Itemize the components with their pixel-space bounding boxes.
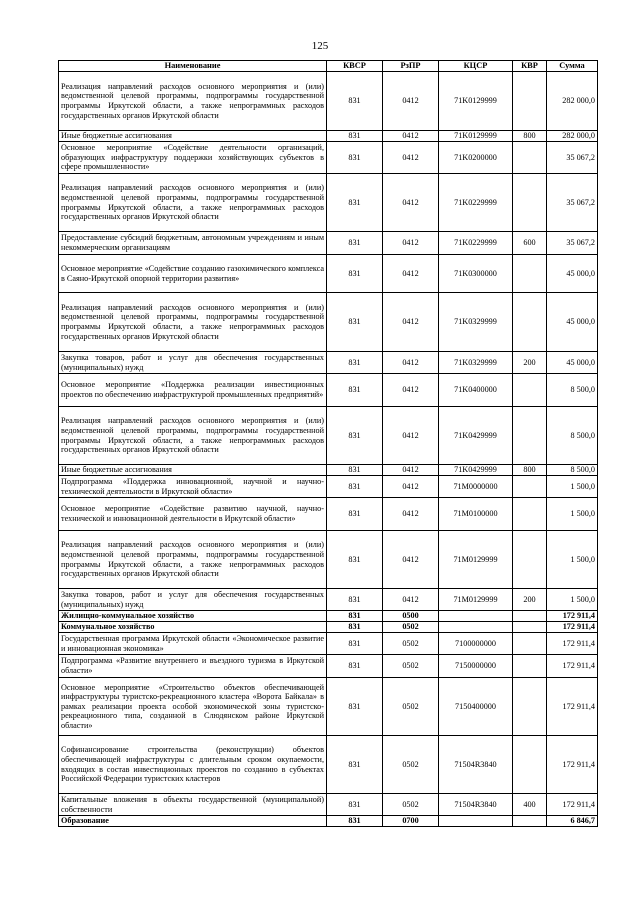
cell-sum: 35 067,2 (547, 174, 598, 232)
cell-name: Коммунальное хозяйство (59, 622, 327, 633)
table-row (59, 352, 598, 374)
cell-sum: 1 500,0 (547, 589, 598, 611)
cell-rzpr: 0412 (383, 232, 439, 255)
cell-sum: 45 000,0 (547, 352, 598, 374)
cell-kvsr: 831 (327, 407, 383, 465)
cell-rzpr: 0412 (383, 531, 439, 589)
cell-rzpr: 0412 (383, 498, 439, 531)
cell-kcsr: 71K0200000 (439, 142, 513, 174)
cell-name: Иные бюджетные ассигнования (59, 465, 327, 476)
table-body (59, 72, 598, 827)
cell-sum: 172 911,4 (547, 655, 598, 678)
cell-name: Основное мероприятие «Содействие деятельности организаций, образующих инфраструктуру поддержки хозяйствующих субъектов в сфере промышленности» (59, 142, 327, 174)
cell-rzpr: 0502 (383, 633, 439, 655)
cell-kcsr: 7150000000 (439, 655, 513, 678)
cell-name: Реализация направлений расходов основного мероприятия и (или) ведомственной целевой программы, подпрограммы государственной программы Иркутской области, а также непрограммных расходов государственных органов Иркутской области (59, 531, 327, 589)
cell-name: Основное мероприятие «Содействие развитию научной, научно-технической и инновационной деятельности в Иркутской области» (59, 498, 327, 531)
cell-kvsr: 831 (327, 498, 383, 531)
cell-name: Подпрограмма «Развитие внутреннего и въездного туризма в Иркутской области» (59, 655, 327, 678)
cell-sum: 35 067,2 (547, 142, 598, 174)
cell-kcsr: 71K0129999 (439, 72, 513, 131)
cell-rzpr: 0412 (383, 352, 439, 374)
column-header-rzpr: РзПР (383, 61, 439, 72)
cell-kvr: 800 (513, 465, 547, 476)
cell-rzpr: 0412 (383, 589, 439, 611)
cell-rzpr: 0412 (383, 374, 439, 407)
cell-name: Реализация направлений расходов основного мероприятия и (или) ведомственной целевой программы, подпрограммы государственной программы Иркутской области, а также непрограммных расходов государственных органов Иркутской области (59, 72, 327, 131)
cell-kvr (513, 611, 547, 622)
cell-kvr: 800 (513, 131, 547, 142)
cell-name: Основное мероприятие «Поддержка реализации инвестиционных проектов по обеспечению инфраструктурой промышленных предприятий» (59, 374, 327, 407)
cell-kcsr: 71M0129999 (439, 531, 513, 589)
cell-rzpr: 0412 (383, 72, 439, 131)
table-row (59, 142, 598, 174)
cell-kvsr: 831 (327, 736, 383, 794)
cell-kvsr: 831 (327, 589, 383, 611)
budget-table (58, 60, 598, 827)
cell-sum: 1 500,0 (547, 476, 598, 498)
cell-kvsr: 831 (327, 293, 383, 352)
cell-rzpr: 0502 (383, 622, 439, 633)
cell-name: Капитальные вложения в объекты государственной (муниципальной) собственности (59, 794, 327, 816)
cell-kcsr: 7100000000 (439, 633, 513, 655)
table-row (59, 293, 598, 352)
cell-kcsr: 71504R3840 (439, 736, 513, 794)
cell-sum: 45 000,0 (547, 255, 598, 293)
cell-kvr (513, 72, 547, 131)
cell-name: Реализация направлений расходов основного мероприятия и (или) ведомственной целевой программы, подпрограммы государственной программы Иркутской области, а также непрограммных расходов государственных органов Иркутской области (59, 293, 327, 352)
table-row (59, 611, 598, 622)
cell-kvr: 400 (513, 794, 547, 816)
cell-kvsr: 831 (327, 352, 383, 374)
cell-kcsr: 71K0429999 (439, 407, 513, 465)
cell-kvsr: 831 (327, 255, 383, 293)
cell-sum: 172 911,4 (547, 736, 598, 794)
cell-kvr (513, 142, 547, 174)
cell-rzpr: 0412 (383, 465, 439, 476)
cell-kcsr: 7150400000 (439, 678, 513, 736)
table-header-row (59, 61, 598, 72)
cell-kcsr (439, 622, 513, 633)
table-row (59, 374, 598, 407)
cell-name: Подпрограмма «Поддержка инновационной, научной и научно-технической деятельности в Иркутской области» (59, 476, 327, 498)
table-row (59, 589, 598, 611)
cell-sum: 1 500,0 (547, 498, 598, 531)
cell-kvsr: 831 (327, 531, 383, 589)
cell-kvr (513, 476, 547, 498)
cell-sum: 172 911,4 (547, 611, 598, 622)
cell-rzpr: 0502 (383, 655, 439, 678)
cell-name: Реализация направлений расходов основного мероприятия и (или) ведомственной целевой программы, подпрограммы государственной программы Иркутской области, а также непрограммных расходов государственных органов Иркутской области (59, 407, 327, 465)
cell-kvr (513, 174, 547, 232)
cell-rzpr: 0502 (383, 678, 439, 736)
cell-rzpr: 0502 (383, 794, 439, 816)
cell-sum: 35 067,2 (547, 232, 598, 255)
table-row (59, 531, 598, 589)
table-row (59, 255, 598, 293)
cell-sum: 1 500,0 (547, 531, 598, 589)
cell-rzpr: 0502 (383, 736, 439, 794)
cell-kcsr: 71K0400000 (439, 374, 513, 407)
cell-kcsr: 71K0329999 (439, 293, 513, 352)
cell-name: Государственная программа Иркутской области «Экономическое развитие и инновационная экономика» (59, 633, 327, 655)
cell-kvsr: 831 (327, 611, 383, 622)
cell-kcsr: 71K0229999 (439, 174, 513, 232)
cell-sum: 282 000,0 (547, 131, 598, 142)
cell-sum: 8 500,0 (547, 407, 598, 465)
cell-sum: 6 846,7 (547, 816, 598, 827)
cell-kvr (513, 255, 547, 293)
column-header-name: Наименование (59, 61, 327, 72)
cell-name: Жилищно-коммунальное хозяйство (59, 611, 327, 622)
cell-sum: 172 911,4 (547, 678, 598, 736)
cell-kvsr: 831 (327, 633, 383, 655)
table-row (59, 736, 598, 794)
cell-name: Предоставление субсидий бюджетным, автономным учреждениям и иным некоммерческим организациям (59, 232, 327, 255)
table-row (59, 622, 598, 633)
cell-kcsr: 71K0300000 (439, 255, 513, 293)
table-row (59, 816, 598, 827)
cell-kcsr: 71M0100000 (439, 498, 513, 531)
cell-kvsr: 831 (327, 476, 383, 498)
cell-name: Закупка товаров, работ и услуг для обеспечения государственных (муниципальных) нужд (59, 589, 327, 611)
cell-sum: 172 911,4 (547, 622, 598, 633)
cell-kvr (513, 531, 547, 589)
table-row (59, 498, 598, 531)
cell-kvr (513, 736, 547, 794)
cell-kvsr: 831 (327, 374, 383, 407)
cell-kvsr: 831 (327, 655, 383, 678)
cell-kvsr: 831 (327, 174, 383, 232)
cell-kvsr: 831 (327, 232, 383, 255)
cell-kcsr: 71M0129999 (439, 589, 513, 611)
cell-kvsr: 831 (327, 678, 383, 736)
table-row (59, 407, 598, 465)
table-row (59, 655, 598, 678)
cell-name: Основное мероприятие «Строительство объектов обеспечивающей инфраструктуры туристско-рекреационного кластера «Ворота Байкала» в рамках реализации проекта особой экономической зоны туристско-рекреационного типа, созданной в Слюдянском районе Иркутской области» (59, 678, 327, 736)
cell-name: Иные бюджетные ассигнования (59, 131, 327, 142)
cell-name: Закупка товаров, работ и услуг для обеспечения государственных (муниципальных) нужд (59, 352, 327, 374)
cell-kvr (513, 407, 547, 465)
cell-rzpr: 0500 (383, 611, 439, 622)
cell-rzpr: 0412 (383, 255, 439, 293)
cell-rzpr: 0412 (383, 293, 439, 352)
cell-name: Софинансирование строительства (реконструкции) объектов обеспечивающей инфраструктуры с длительным сроком окупаемости, входящих в состав инвестиционных проектов по созданию в субъектах Российской Федерации туристских кластеров (59, 736, 327, 794)
cell-kvr (513, 498, 547, 531)
cell-kvsr: 831 (327, 465, 383, 476)
column-header-sum: Сумма (547, 61, 598, 72)
table-row (59, 131, 598, 142)
cell-kvsr: 831 (327, 816, 383, 827)
cell-name: Основное мероприятие «Содействие созданию газохимического комплекса в Саяно-Иркутской опорной территории развития» (59, 255, 327, 293)
cell-kcsr: 71504R3840 (439, 794, 513, 816)
cell-sum: 282 000,0 (547, 72, 598, 131)
cell-kvr: 200 (513, 352, 547, 374)
cell-kcsr (439, 611, 513, 622)
table-row (59, 794, 598, 816)
cell-sum: 8 500,0 (547, 374, 598, 407)
cell-name: Реализация направлений расходов основного мероприятия и (или) ведомственной целевой программы, подпрограммы государственной программы Иркутской области, а также непрограммных расходов государственных органов Иркутской области (59, 174, 327, 232)
cell-kvsr: 831 (327, 131, 383, 142)
cell-sum: 8 500,0 (547, 465, 598, 476)
cell-kvr (513, 655, 547, 678)
cell-sum: 45 000,0 (547, 293, 598, 352)
cell-rzpr: 0412 (383, 476, 439, 498)
cell-kvsr: 831 (327, 142, 383, 174)
cell-rzpr: 0412 (383, 174, 439, 232)
cell-kvr: 600 (513, 232, 547, 255)
cell-kvr (513, 622, 547, 633)
table-row (59, 465, 598, 476)
cell-sum: 172 911,4 (547, 794, 598, 816)
cell-sum: 172 911,4 (547, 633, 598, 655)
cell-kcsr: 71K0429999 (439, 465, 513, 476)
cell-kvr (513, 678, 547, 736)
column-header-kvr: КВР (513, 61, 547, 72)
cell-kcsr: 71K0329999 (439, 352, 513, 374)
cell-kvr (513, 293, 547, 352)
cell-kcsr (439, 816, 513, 827)
cell-rzpr: 0700 (383, 816, 439, 827)
cell-kcsr: 71K0229999 (439, 232, 513, 255)
table-row (59, 72, 598, 131)
cell-kvsr: 831 (327, 72, 383, 131)
cell-kvr (513, 633, 547, 655)
column-header-kcsr: КЦСР (439, 61, 513, 72)
cell-kcsr: 71K0129999 (439, 131, 513, 142)
cell-kvsr: 831 (327, 622, 383, 633)
cell-name: Образование (59, 816, 327, 827)
table-row (59, 476, 598, 498)
table-row (59, 633, 598, 655)
page-number: 125 (311, 40, 329, 52)
cell-kvr: 200 (513, 589, 547, 611)
cell-kcsr: 71M0000000 (439, 476, 513, 498)
table-row (59, 232, 598, 255)
cell-rzpr: 0412 (383, 407, 439, 465)
column-header-kvsr: КВСР (327, 61, 383, 72)
cell-kvr (513, 374, 547, 407)
table-row (59, 678, 598, 736)
cell-rzpr: 0412 (383, 142, 439, 174)
cell-kvr (513, 816, 547, 827)
cell-kvsr: 831 (327, 794, 383, 816)
cell-rzpr: 0412 (383, 131, 439, 142)
table-row (59, 174, 598, 232)
